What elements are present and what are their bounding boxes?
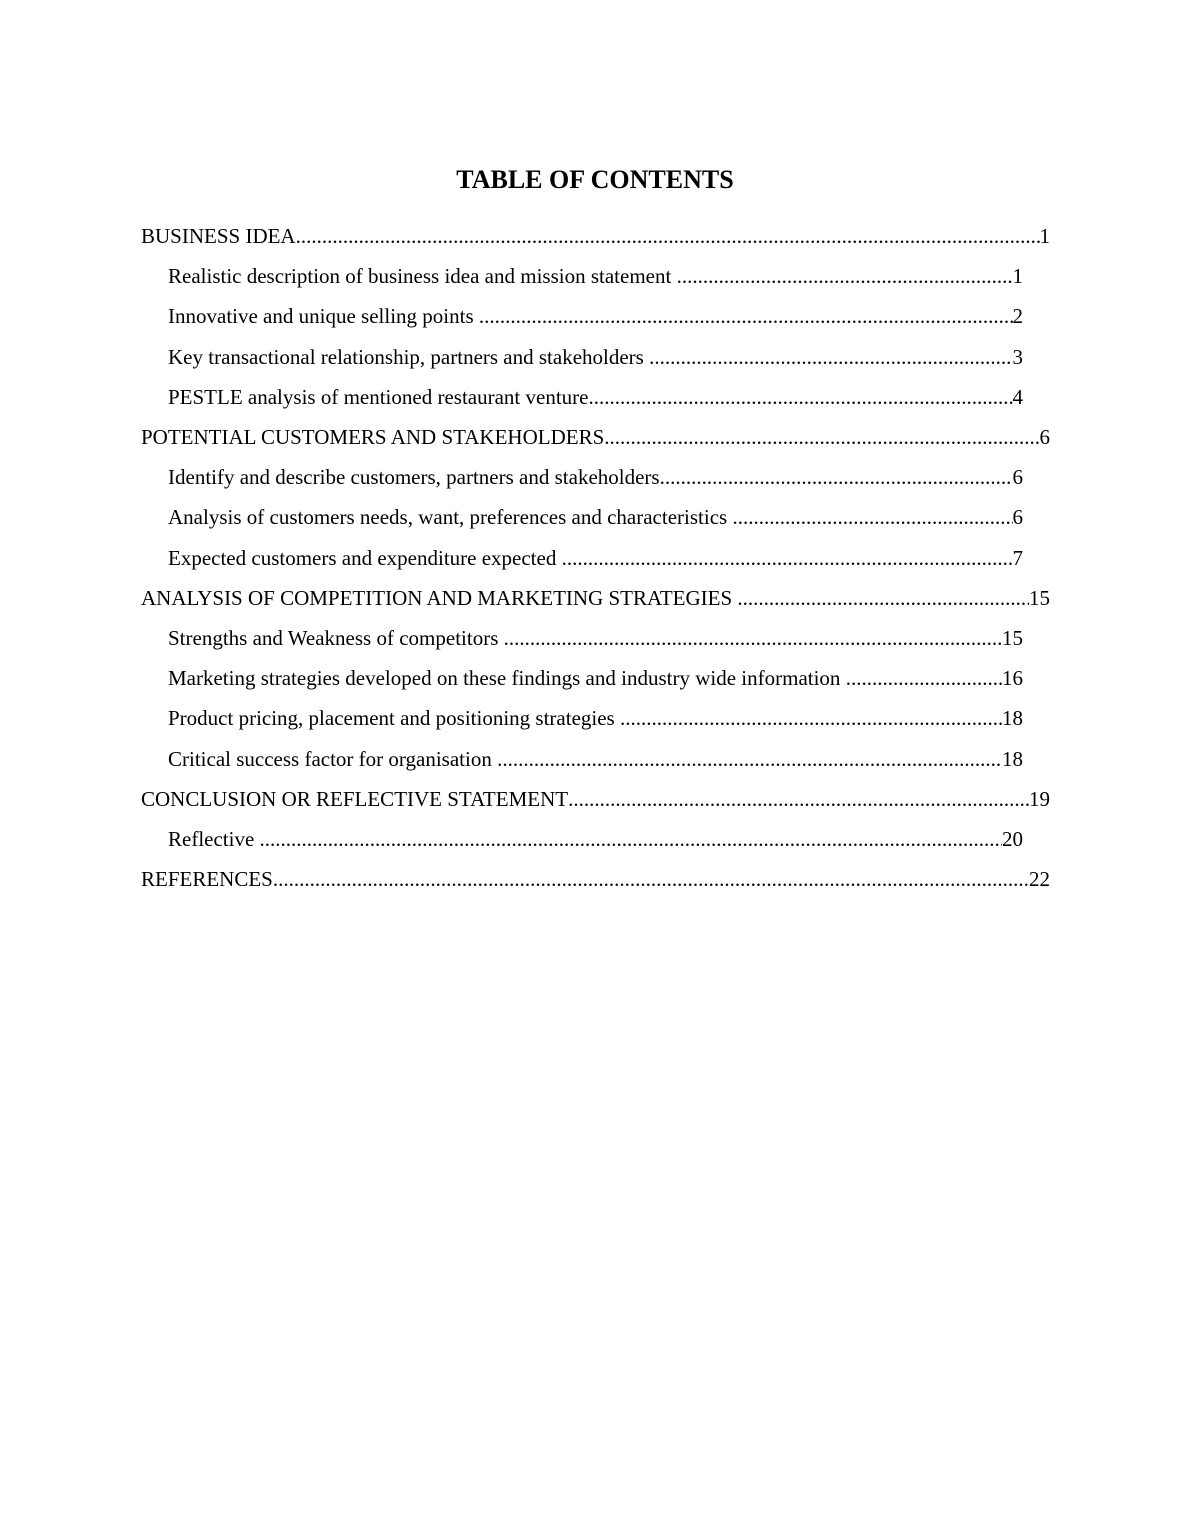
toc-page-number: 6 bbox=[1012, 505, 1023, 530]
toc-entry-title: Key transactional relationship, partners and stakeholders bbox=[168, 344, 650, 369]
toc-entry-subsection[interactable] bbox=[168, 457, 1023, 497]
toc-dot-leader bbox=[568, 779, 1029, 819]
toc-dot-leader bbox=[562, 538, 1013, 578]
toc-entry-title: Realistic description of business idea and mission statement bbox=[168, 264, 677, 289]
toc-page-number: 7 bbox=[1012, 545, 1023, 570]
toc-dot-leader bbox=[479, 296, 1013, 336]
toc-entry-title: REFERENCES bbox=[141, 867, 273, 892]
toc-entry-title: Product pricing, placement and positioning strategies bbox=[168, 706, 620, 731]
toc-page-number: 15 bbox=[1002, 626, 1023, 650]
toc-entry-subsection[interactable] bbox=[168, 256, 1023, 296]
toc-entry-subsection[interactable] bbox=[168, 337, 1023, 377]
toc-entry-title: POTENTIAL CUSTOMERS AND STAKEHOLDERS bbox=[141, 425, 605, 449]
toc-entry-section[interactable] bbox=[141, 417, 1050, 457]
toc-entry-subsection[interactable] bbox=[168, 739, 1023, 779]
toc-entry-title: Reflective bbox=[168, 827, 260, 851]
toc-entry-title: Expected customers and expenditure expected bbox=[168, 545, 562, 570]
toc-entry-title: Analysis of customers needs, want, preferences and characteristics bbox=[168, 505, 733, 530]
toc-dot-leader bbox=[732, 497, 1012, 537]
toc-entry-title: Identify and describe customers, partners and stakeholders bbox=[168, 465, 660, 490]
toc-entry-section[interactable] bbox=[141, 859, 1050, 899]
toc-entry-subsection[interactable] bbox=[168, 819, 1023, 859]
toc-page-number: 22 bbox=[1029, 867, 1050, 892]
toc-dot-leader bbox=[260, 819, 1002, 859]
toc-entry-section[interactable] bbox=[141, 578, 1050, 618]
toc-entry-title: PESTLE analysis of mentioned restaurant venture bbox=[168, 384, 589, 409]
toc-page-number: 16 bbox=[1002, 666, 1023, 691]
toc-dot-leader bbox=[846, 658, 1002, 698]
toc-entry-title: CONCLUSION OR REFLECTIVE STATEMENT bbox=[141, 786, 569, 811]
toc-entry-title: BUSINESS IDEA bbox=[141, 224, 296, 248]
toc-dot-leader bbox=[296, 216, 1040, 256]
toc-entry-subsection[interactable] bbox=[168, 658, 1023, 698]
toc-page-number: 18 bbox=[1002, 706, 1023, 731]
toc-entry-title: Marketing strategies developed on these findings and industry wide information bbox=[168, 666, 846, 691]
toc-page-number: 3 bbox=[1012, 344, 1023, 369]
toc-page-number: 20 bbox=[1002, 827, 1023, 851]
toc-dot-leader bbox=[588, 377, 1012, 417]
toc-entry-subsection[interactable] bbox=[168, 618, 1023, 658]
page-title: TABLE OF CONTENTS bbox=[456, 165, 734, 194]
toc-entry-subsection[interactable] bbox=[168, 377, 1023, 417]
toc-entry-subsection[interactable] bbox=[168, 497, 1023, 537]
toc-page-number: 15 bbox=[1029, 585, 1050, 610]
toc-page-number: 1 bbox=[1012, 264, 1023, 289]
toc-entry-title: Critical success factor for organisation bbox=[168, 746, 498, 771]
toc-dot-leader bbox=[604, 417, 1039, 457]
toc-dot-leader bbox=[660, 457, 1013, 497]
toc-dot-leader bbox=[497, 739, 1002, 779]
toc-dot-leader bbox=[504, 618, 1002, 658]
toc-dot-leader bbox=[649, 337, 1012, 377]
toc-dot-leader bbox=[737, 578, 1029, 618]
toc-page-number: 2 bbox=[1012, 304, 1023, 329]
toc-entry-title: ANALYSIS OF COMPETITION AND MARKETING STRATEGIES bbox=[141, 585, 738, 610]
toc-page-number: 19 bbox=[1029, 786, 1050, 811]
toc-page-number: 6 bbox=[1039, 425, 1050, 449]
toc-page-number: 18 bbox=[1002, 746, 1023, 771]
toc-dot-leader bbox=[620, 698, 1002, 738]
toc-entry-title: Innovative and unique selling points bbox=[168, 304, 479, 329]
toc-entry-section[interactable] bbox=[141, 779, 1050, 819]
toc-dot-leader bbox=[273, 859, 1029, 899]
toc-page-number: 6 bbox=[1012, 465, 1023, 490]
toc-page-number: 4 bbox=[1012, 384, 1023, 409]
toc-dot-leader bbox=[677, 256, 1013, 296]
toc-entry-title: Strengths and Weakness of competitors bbox=[168, 626, 504, 650]
toc-page-number: 1 bbox=[1039, 224, 1050, 248]
toc-entry-section[interactable] bbox=[141, 216, 1050, 256]
toc-entry-subsection[interactable] bbox=[168, 538, 1023, 578]
toc-entry-subsection[interactable] bbox=[168, 698, 1023, 738]
toc-entry-subsection[interactable] bbox=[168, 296, 1023, 336]
